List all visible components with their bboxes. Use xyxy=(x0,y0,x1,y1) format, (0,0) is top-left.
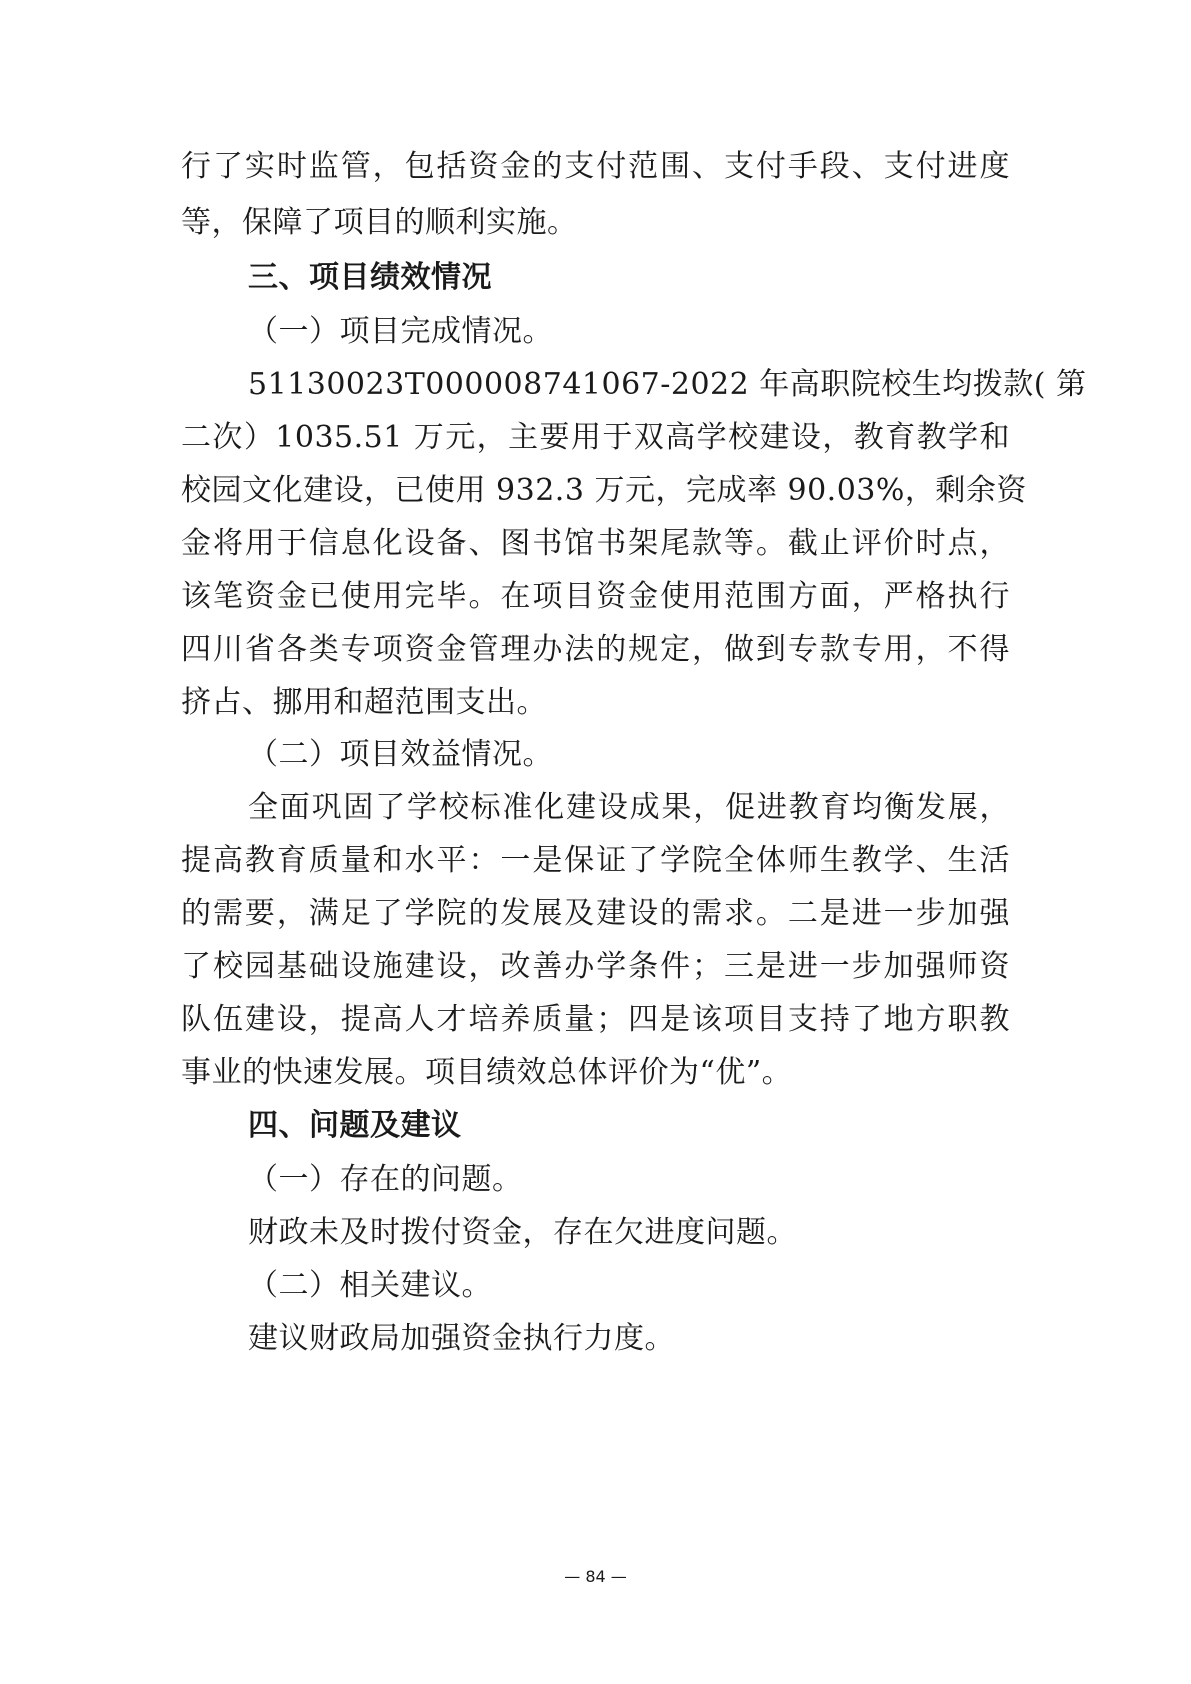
body-line-benefits-4: 了校园基础设施建设，改善办学条件；三是进一步加强师资 xyxy=(181,949,1010,984)
body-line-amount: 二次）1035.51 万元，主要用于双高学校建设，教育教学和 xyxy=(181,420,1010,455)
body-line-1: 行了实时监管，包括资金的支付范围、支付手段、支付进度 xyxy=(181,149,1010,184)
body-line-remaining: 金将用于信息化设备、图书馆书架尾款等。截止评价时点， xyxy=(181,526,1010,561)
body-line-benefits-5: 队伍建设，提高人才培养质量；四是该项目支持了地方职教 xyxy=(181,1002,1010,1037)
body-line-rules: 四川省各类专项资金管理办法的规定，做到专款专用，不得 xyxy=(181,632,1010,667)
body-line-used-up: 该笔资金已使用完毕。在项目资金使用范围方面，严格执行 xyxy=(181,579,1010,614)
subheading-existing-problems: （一）存在的问题。 xyxy=(248,1162,523,1197)
body-line-benefits-3: 的需要，满足了学院的发展及建设的需求。二是进一步加强 xyxy=(181,896,1010,931)
subheading-suggestions: （二）相关建议。 xyxy=(248,1268,492,1303)
body-line-benefits-1: 全面巩固了学校标准化建设成果，促进教育均衡发展， xyxy=(248,790,1010,825)
body-line-2: 等，保障了项目的顺利实施。 xyxy=(181,205,578,240)
body-line-benefits-6: 事业的快速发展。项目绩效总体评价为“优”。 xyxy=(181,1055,793,1090)
body-line-no-misuse: 挤占、挪用和超范围支出。 xyxy=(181,685,547,720)
body-line-project-code: 51130023T000008741067-2022 年高职院校生均拨款( 第 xyxy=(248,367,1087,402)
body-line-suggestion: 建议财政局加强资金执行力度。 xyxy=(248,1321,675,1356)
section-heading-performance: 三、项目绩效情况 xyxy=(248,260,492,295)
body-line-problem: 财政未及时拨付资金，存在欠进度问题。 xyxy=(248,1215,797,1250)
page-number: — 84 — xyxy=(564,1567,627,1586)
subheading-benefits: （二）项目效益情况。 xyxy=(248,737,553,772)
body-line-usage: 校园文化建设，已使用 932.3 万元，完成率 90.03%，剩余资 xyxy=(181,473,1027,508)
section-heading-issues: 四、问题及建议 xyxy=(248,1108,462,1143)
body-line-benefits-2: 提高教育质量和水平：一是保证了学院全体师生教学、生活 xyxy=(181,843,1010,878)
subheading-completion: （一）项目完成情况。 xyxy=(248,314,553,349)
